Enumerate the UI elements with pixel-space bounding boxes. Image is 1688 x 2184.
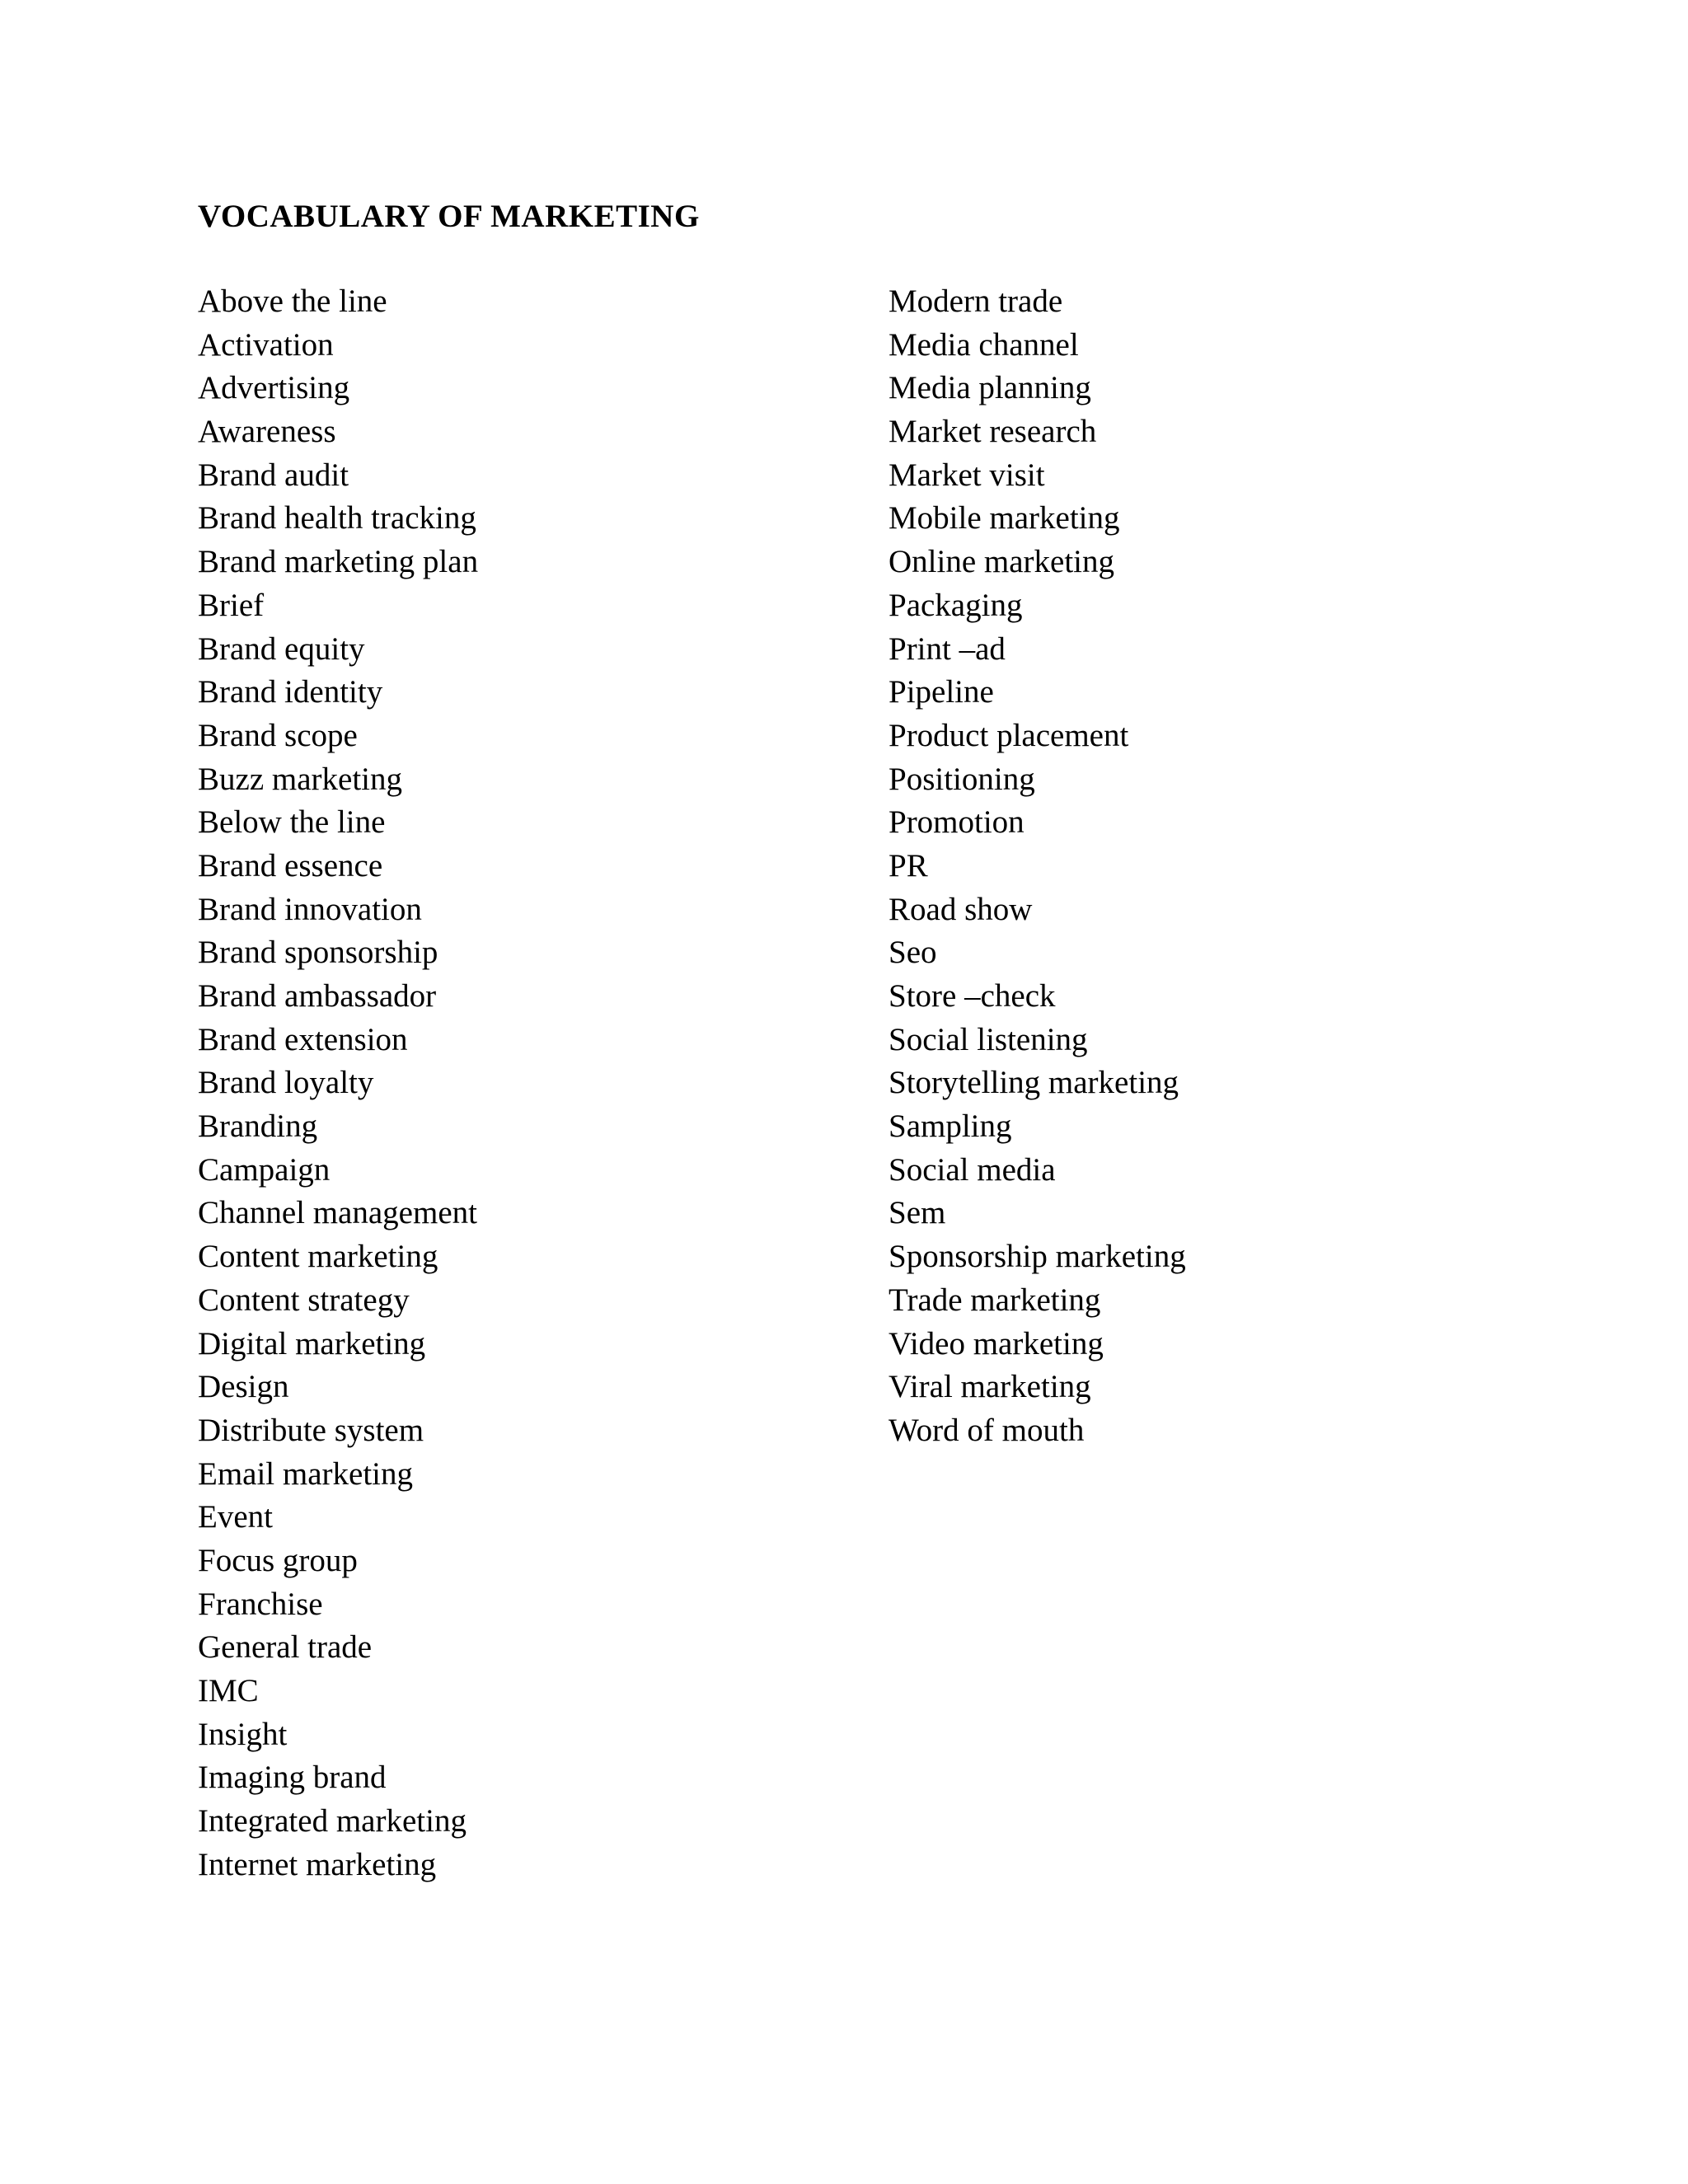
list-item: Buzz marketing [198, 761, 402, 797]
list-item: Media channel [889, 326, 1079, 363]
list-item: Branding [198, 1108, 318, 1145]
list-item: Awareness [198, 414, 336, 450]
left-term-list [198, 280, 478, 1886]
list-item: Focus group [198, 1542, 358, 1578]
list-item: Brand identity [198, 674, 383, 710]
list-item: Design [198, 1369, 289, 1405]
list-item: Packaging [889, 587, 1023, 623]
list-item: Email marketing [198, 1455, 414, 1492]
list-item: Franchise [198, 1586, 323, 1622]
list-item: Trade marketing [889, 1282, 1101, 1318]
list-item: Distribute system [198, 1412, 424, 1448]
list-item: Imaging brand [198, 1760, 387, 1796]
list-item: Online marketing [889, 544, 1115, 580]
list-item: Event [198, 1499, 273, 1535]
list-item: Store –check [889, 978, 1056, 1014]
list-item: Viral marketing [889, 1369, 1091, 1405]
right-term-list [889, 280, 1186, 1453]
list-item: Product placement [889, 717, 1129, 753]
list-item: General trade [198, 1629, 373, 1666]
page-title: VOCABULARY OF MARKETING [198, 199, 700, 234]
list-item: Content marketing [198, 1239, 438, 1275]
list-item: Brand loyalty [198, 1065, 374, 1101]
list-item: Promotion [889, 804, 1025, 841]
list-item: Campaign [198, 1151, 331, 1188]
list-item: Sem [889, 1195, 946, 1231]
list-item: Market visit [889, 457, 1045, 493]
list-item: Media planning [889, 370, 1091, 406]
list-item: Activation [198, 326, 334, 363]
list-item: Seo [889, 935, 937, 971]
list-item: Integrated marketing [198, 1803, 467, 1840]
list-item: Brand extension [198, 1021, 408, 1057]
list-item: Print –ad [889, 630, 1006, 667]
list-item: Brand ambassador [198, 978, 437, 1014]
list-item: PR [889, 847, 928, 883]
list-item: Brand scope [198, 717, 358, 753]
list-item: Brand sponsorship [198, 935, 438, 971]
list-item: Brand audit [198, 457, 349, 493]
list-item: Brand equity [198, 630, 365, 667]
list-item: Road show [889, 891, 1033, 927]
list-item: Advertising [198, 370, 350, 406]
list-item: IMC [198, 1673, 259, 1708]
list-item: Brand innovation [198, 891, 422, 927]
list-item: Positioning [889, 761, 1035, 797]
list-item: Content strategy [198, 1282, 410, 1318]
list-item: Social listening [889, 1021, 1088, 1057]
list-item: Internet marketing [198, 1846, 437, 1882]
list-item: Above the line [198, 284, 387, 319]
list-item: Brand marketing plan [198, 544, 479, 580]
list-item: Sampling [889, 1108, 1012, 1145]
list-item: Brief [198, 587, 265, 623]
list-item: Below the line [198, 804, 386, 841]
list-item: Modern trade [889, 284, 1063, 319]
list-item: Storytelling marketing [889, 1065, 1179, 1101]
list-item: Social media [889, 1151, 1056, 1188]
list-item: Channel management [198, 1195, 477, 1231]
list-item: Sponsorship marketing [889, 1239, 1186, 1275]
list-item: Brand health tracking [198, 500, 476, 537]
list-item: Mobile marketing [889, 500, 1120, 537]
list-item: Digital marketing [198, 1325, 426, 1361]
list-item: Video marketing [889, 1325, 1104, 1361]
list-item: Pipeline [889, 674, 994, 710]
list-item: Brand essence [198, 847, 383, 883]
list-item: Market research [889, 414, 1097, 450]
list-item: Insight [198, 1716, 288, 1752]
list-item: Word of mouth [889, 1412, 1085, 1448]
